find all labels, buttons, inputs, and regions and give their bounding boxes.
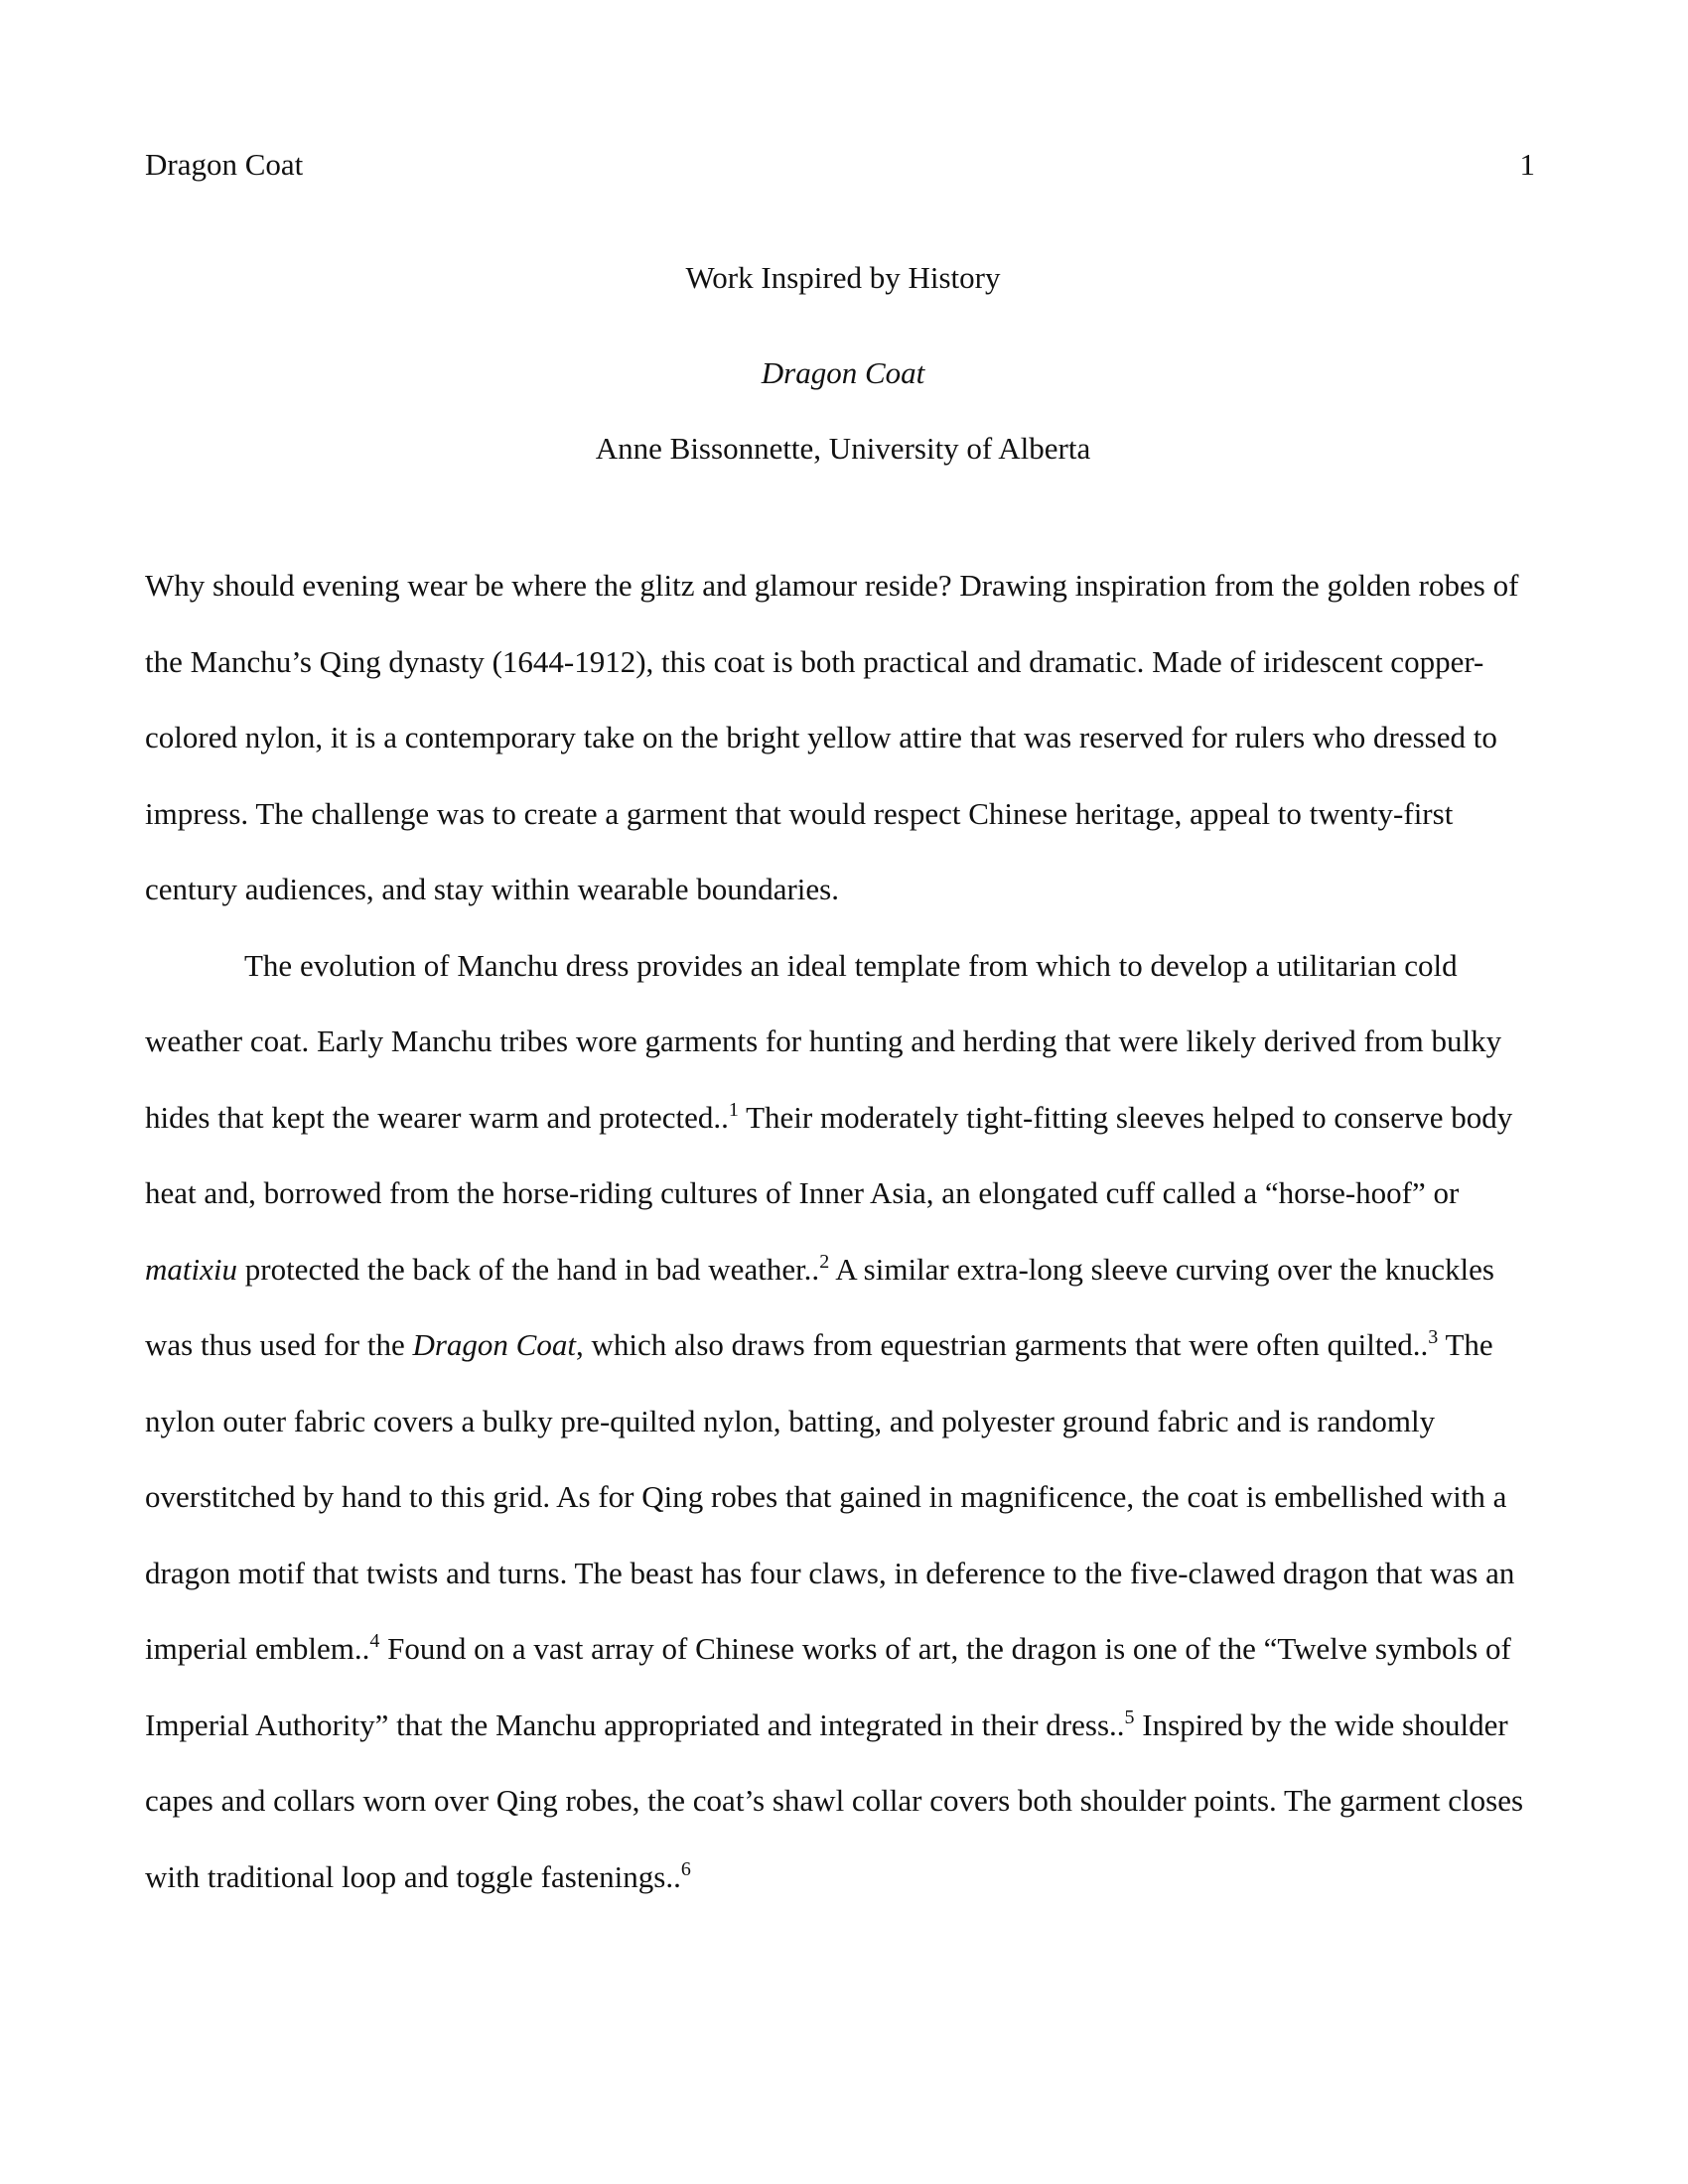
paragraph-2 (145, 928, 1545, 1916)
running-title: Dragon Coat (145, 147, 304, 182)
paragraph-2-text: A similar extra-long sleeve curving over the knuckles was thus used for the (145, 1251, 1494, 1362)
paragraph-2-text: Found on a vast array of Chinese works of art, the dragon is one of the “Twelve symbols of Imperial Authority” that the Manchu appropriated and integrated in their dress.. (145, 1631, 1511, 1742)
paragraph-2-text: , which also draws from equestrian garments that were often quilted.. (575, 1327, 1429, 1362)
footnote-ref-4: 4 (369, 1630, 380, 1652)
paragraph-2-text: The nylon outer fabric covers a bulky pre-quilted nylon, batting, and polyester ground fabric and is randomly overstitched by hand to this grid. As for Qing robes that gained in magnificence, the coat is embellished with a dragon motif that twists and turns. The beast has four claws, in deference to the five-clawed dragon that was an imperial emblem.. (145, 1327, 1515, 1666)
term-matixiu: matixiu (145, 1251, 237, 1287)
footnote-ref-6: 6 (680, 1857, 691, 1880)
paragraph-2-text: Inspired by the wide shoulder capes and collars worn over Qing robes, the coat’s shawl collar covers both shoulder points. The garment closes with traditional loop and toggle fastenings.. (145, 1706, 1524, 1894)
running-header (145, 147, 1535, 187)
author-affiliation: Anne Bissonnette, University of Alberta (595, 431, 1091, 466)
section-heading: Work Inspired by History (685, 260, 1001, 295)
paragraph-1: Why should evening wear be where the glitz and glamour reside? Drawing inspiration from the golden robes of the Manchu’s Qing dynasty (1644-1912), this coat is both practical and dramatic. Made of iridescent copper-colored nylon, it is a contemporary take on the bright yellow attire that was reserved for rulers who dressed to impress. The challenge was to create a garment that would respect Chinese heritage, appeal to twenty-first century audiences, and stay within wearable boundaries. (145, 568, 1519, 906)
work-title: Dragon Coat (761, 355, 925, 390)
footnote-ref-2: 2 (819, 1250, 830, 1273)
footnote-ref-5: 5 (1124, 1706, 1135, 1728)
paragraph-2-text: The evolution of Manchu dress provides an ideal template from which to develop a utilitarian cold weather coat. Early Manchu tribes wore garments for hunting and herding that were likely derived from bulky hides that kept the wearer warm and protected.. (145, 947, 1502, 1135)
paragraph-2-text: Their moderately tight-fitting sleeves helped to conserve body heat and, borrowed from the horse-riding cultures of Inner Asia, an elongated cuff called a “horse-hoof” or (145, 1099, 1513, 1210)
work-title-inline: Dragon Coat (412, 1327, 576, 1362)
footnote-ref-3: 3 (1428, 1326, 1439, 1348)
paragraph-2-text: protected the back of the hand in bad weather.. (237, 1251, 820, 1287)
page-number: 1 (1519, 147, 1535, 182)
footnote-ref-1: 1 (728, 1098, 739, 1121)
body-text (145, 548, 1545, 1915)
